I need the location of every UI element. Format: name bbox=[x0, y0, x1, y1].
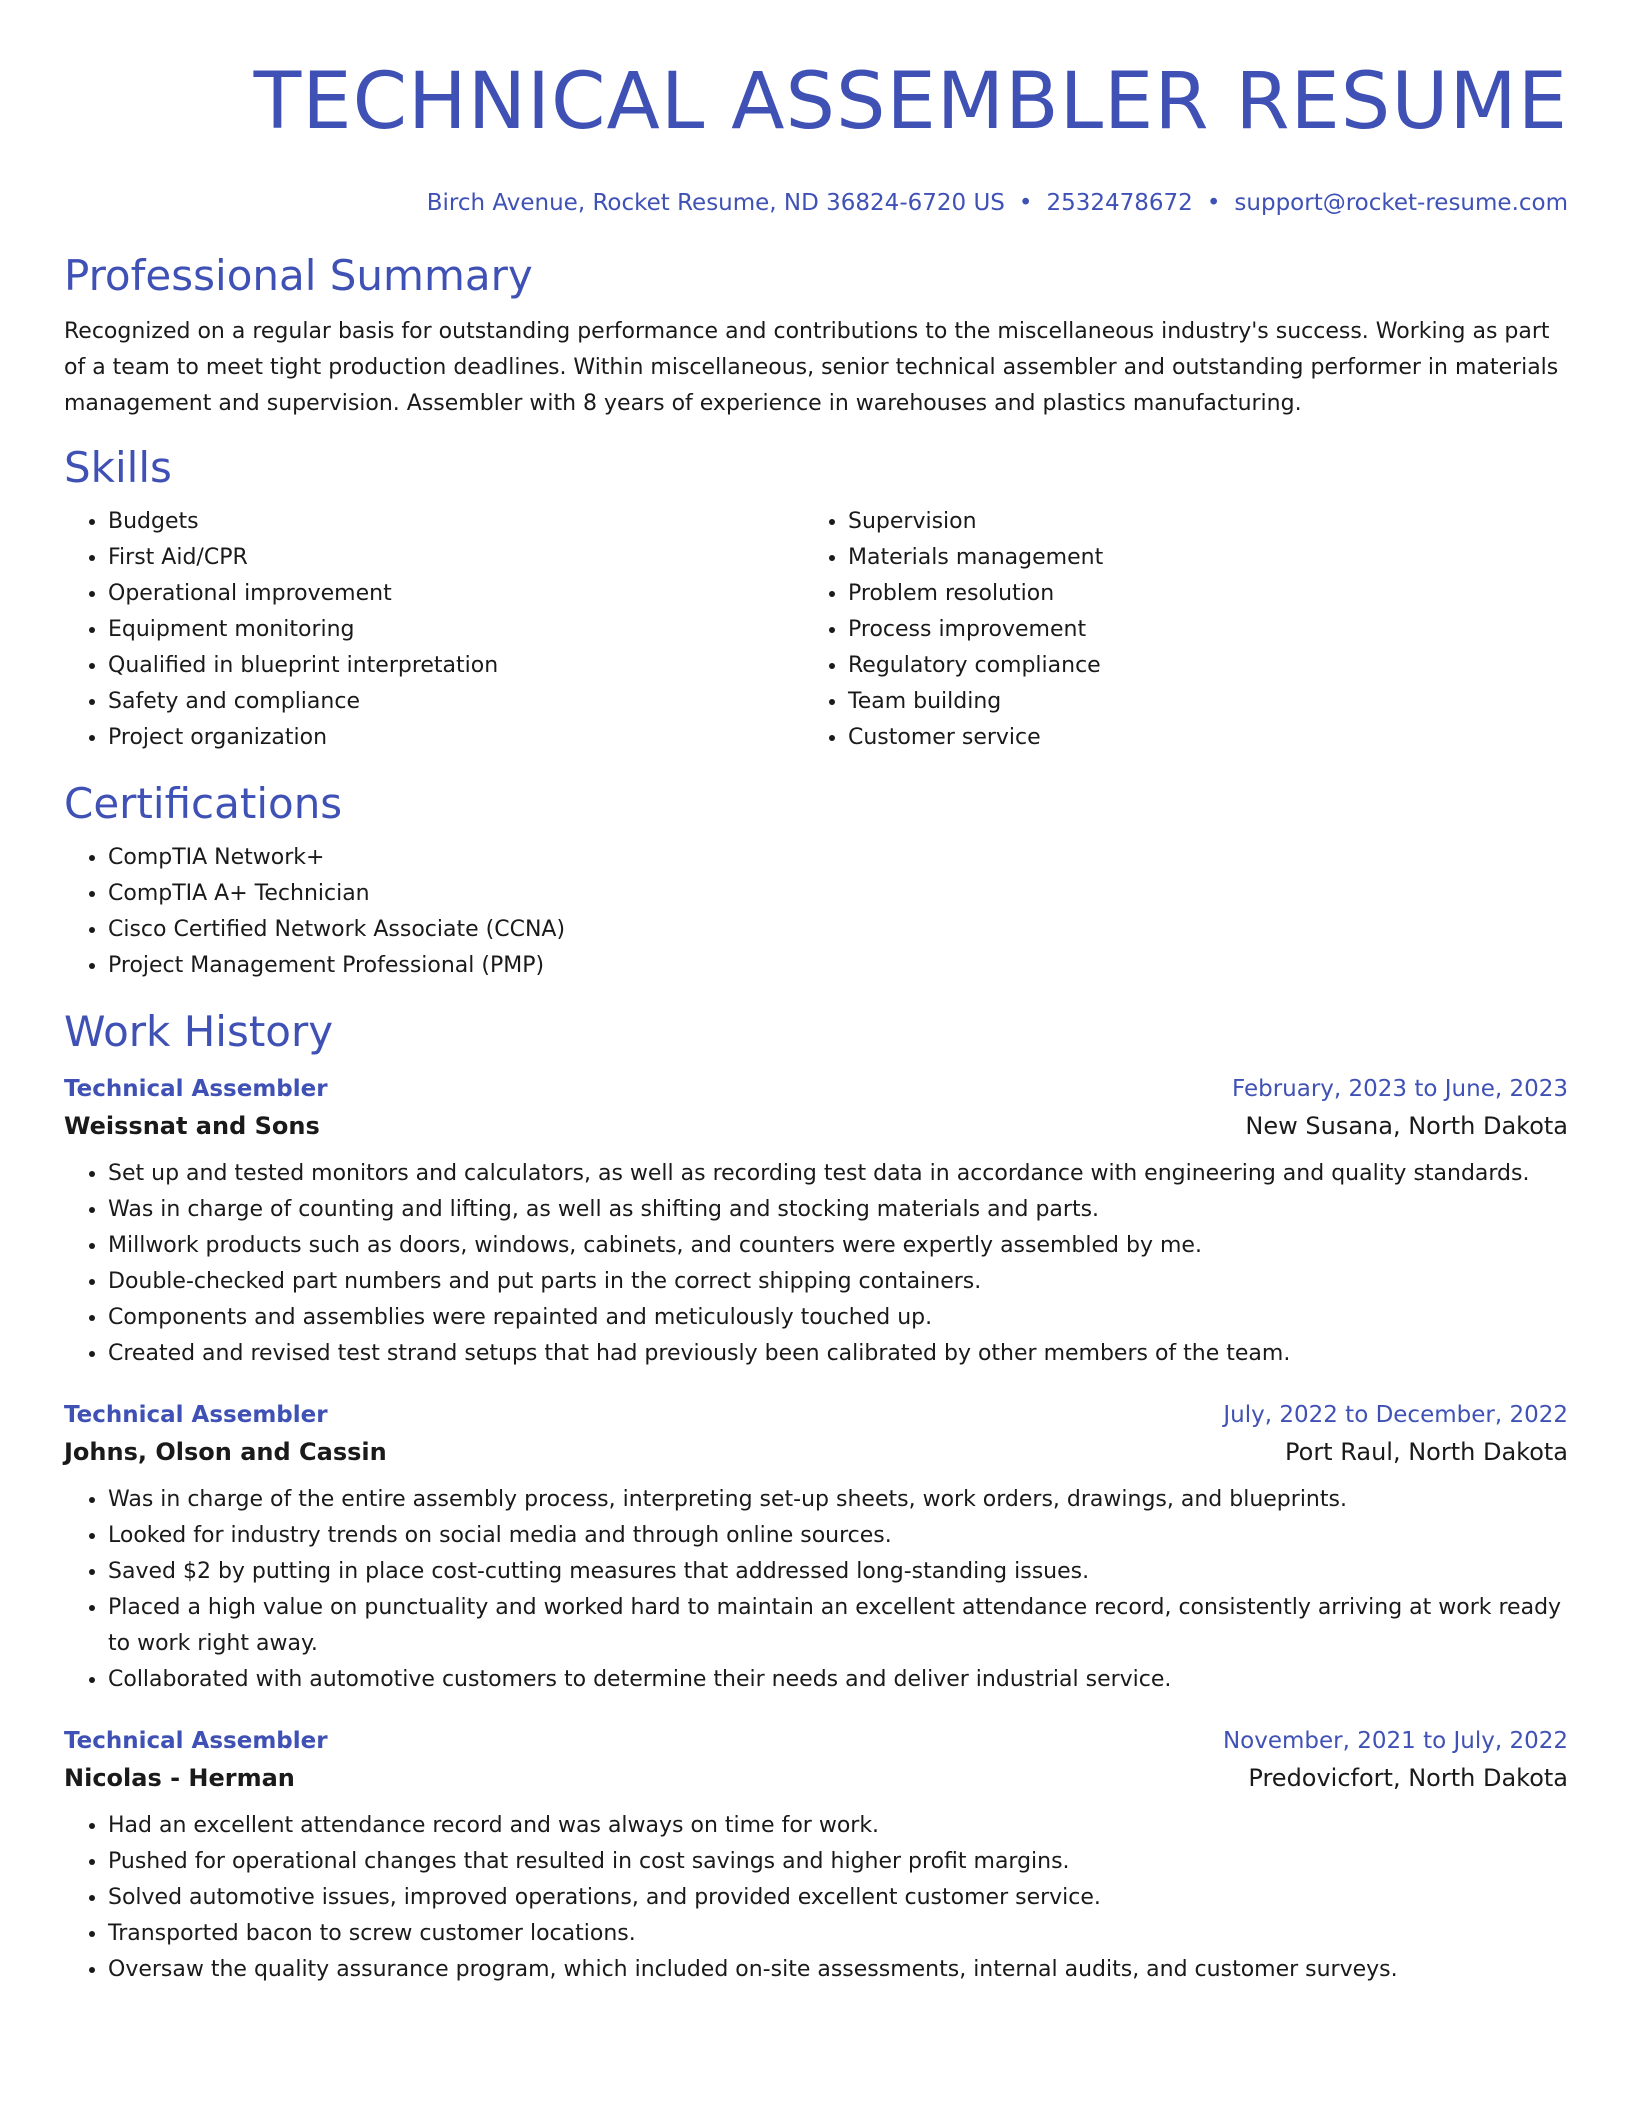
certifications-list bbox=[64, 840, 1568, 984]
skill-item: • Qualified in blueprint interpretation bbox=[108, 648, 804, 684]
job-bullets bbox=[64, 1482, 1568, 1698]
skill-item: • First Aid/CPR bbox=[108, 540, 804, 576]
job-entry bbox=[64, 1726, 1568, 1988]
skills-list-right bbox=[804, 504, 1568, 756]
job-title: Technical Assembler bbox=[64, 1076, 328, 1102]
resume-title: TECHNICAL ASSEMBLER RESUME bbox=[253, 57, 1568, 147]
skill-item: • Equipment monitoring bbox=[108, 612, 804, 648]
certification-item: • CompTIA A+ Technician bbox=[108, 876, 1568, 912]
certification-item: • Cisco Certified Network Associate (CCNA) bbox=[108, 912, 1568, 948]
skill-item: • Customer service bbox=[848, 720, 1568, 756]
job-bullet: • Millwork products such as doors, windows, cabinets, and counters were expertly assembled by me. bbox=[108, 1228, 1568, 1264]
job-company: Weissnat and Sons bbox=[64, 1112, 320, 1140]
job-bullet: • Was in charge of counting and lifting, as well as shifting and stocking materials and parts. bbox=[108, 1192, 1568, 1228]
job-bullet: • Solved automotive issues, improved operations, and provided excellent customer service. bbox=[108, 1880, 1568, 1916]
job-bullet: • Double-checked part numbers and put parts in the correct shipping containers. bbox=[108, 1264, 1568, 1300]
job-header bbox=[64, 1400, 1568, 1430]
skill-item: • Problem resolution bbox=[848, 576, 1568, 612]
job-dates: February, 2023 to June, 2023 bbox=[1231, 1076, 1568, 1102]
skill-item: • Materials management bbox=[848, 540, 1568, 576]
job-subheader bbox=[64, 1762, 1568, 1794]
job-bullets bbox=[64, 1156, 1568, 1372]
job-company: Nicolas - Herman bbox=[64, 1764, 295, 1792]
job-bullet: • Pushed for operational changes that resulted in cost savings and higher profit margins. bbox=[108, 1844, 1568, 1880]
skill-item: • Process improvement bbox=[848, 612, 1568, 648]
contact-separator: • bbox=[1018, 190, 1033, 216]
skill-item: • Regulatory compliance bbox=[848, 648, 1568, 684]
job-bullets bbox=[64, 1808, 1568, 1988]
job-entry bbox=[64, 1400, 1568, 1698]
job-location: Predovicfort, North Dakota bbox=[1248, 1764, 1568, 1792]
job-dates: November, 2021 to July, 2022 bbox=[1222, 1728, 1568, 1754]
work-history-section bbox=[64, 1006, 1568, 1988]
job-title: Technical Assembler bbox=[64, 1728, 328, 1754]
skill-item: • Budgets bbox=[108, 504, 804, 540]
job-bullet: • Oversaw the quality assurance program, which included on-site assessments, internal audits, and customer surveys. bbox=[108, 1952, 1568, 1988]
summary-section bbox=[64, 250, 1568, 422]
resume-header bbox=[64, 56, 1568, 218]
job-header bbox=[64, 1726, 1568, 1756]
job-bullet: • Placed a high value on punctuality and worked hard to maintain an excellent attendance record, consistently arriving at work ready to work right away. bbox=[108, 1590, 1568, 1662]
skills-list-left bbox=[64, 504, 804, 756]
skills-section bbox=[64, 442, 1568, 756]
skill-item: • Team building bbox=[848, 684, 1568, 720]
job-title: Technical Assembler bbox=[64, 1402, 328, 1428]
summary-text: Recognized on a regular basis for outstanding performance and contributions to the miscellaneous industry's success. Working as part of a team to meet tight production deadlines. Within miscellaneous, senior technical assembler and outstanding performer in materials management and supervision. Assembler with 8 years of experience in warehouses and plastics manufacturing. bbox=[64, 319, 1559, 416]
job-bullet: • Was in charge of the entire assembly process, interpreting set-up sheets, work orders, drawings, and blueprints. bbox=[108, 1482, 1568, 1518]
job-header bbox=[64, 1074, 1568, 1104]
job-bullet: • Set up and tested monitors and calculators, as well as recording test data in accordance with engineering and quality standards. bbox=[108, 1156, 1568, 1192]
job-bullet: • Looked for industry trends on social media and through online sources. bbox=[108, 1518, 1568, 1554]
certifications-heading: Certifications bbox=[64, 779, 343, 828]
skills-heading: Skills bbox=[64, 443, 172, 492]
skills-grid bbox=[64, 504, 1568, 756]
skill-item: • Operational improvement bbox=[108, 576, 804, 612]
summary-heading: Professional Summary bbox=[64, 251, 533, 300]
certification-item: • Project Management Professional (PMP) bbox=[108, 948, 1568, 984]
contact-line bbox=[64, 188, 1568, 218]
contact-email[interactable]: support@rocket-resume.com bbox=[1234, 190, 1568, 216]
skill-item: • Project organization bbox=[108, 720, 804, 756]
job-bullet: • Saved $2 by putting in place cost-cutting measures that addressed long-standing issues. bbox=[108, 1554, 1568, 1590]
certification-item: • CompTIA Network+ bbox=[108, 840, 1568, 876]
skill-item: • Safety and compliance bbox=[108, 684, 804, 720]
job-bullet: • Had an excellent attendance record and was always on time for work. bbox=[108, 1808, 1568, 1844]
job-location: New Susana, North Dakota bbox=[1245, 1112, 1568, 1140]
job-bullet: • Components and assemblies were repainted and meticulously touched up. bbox=[108, 1300, 1568, 1336]
contact-separator: • bbox=[1206, 190, 1221, 216]
skill-item: • Supervision bbox=[848, 504, 1568, 540]
job-dates: July, 2022 to December, 2022 bbox=[1223, 1402, 1568, 1428]
work-history-heading: Work History bbox=[64, 1007, 334, 1056]
contact-phone: 2532478672 bbox=[1046, 190, 1193, 216]
job-location: Port Raul, North Dakota bbox=[1285, 1438, 1568, 1466]
job-bullet: • Collaborated with automotive customers to determine their needs and deliver industrial service. bbox=[108, 1662, 1568, 1698]
job-company: Johns, Olson and Cassin bbox=[64, 1438, 387, 1466]
contact-address: Birch Avenue, Rocket Resume, ND 36824-6720 US bbox=[426, 190, 1005, 216]
job-entry bbox=[64, 1074, 1568, 1372]
certifications-section bbox=[64, 778, 1568, 984]
job-subheader bbox=[64, 1436, 1568, 1468]
job-subheader bbox=[64, 1110, 1568, 1142]
job-bullet: • Created and revised test strand setups that had previously been calibrated by other members of the team. bbox=[108, 1336, 1568, 1372]
job-bullet: • Transported bacon to screw customer locations. bbox=[108, 1916, 1568, 1952]
